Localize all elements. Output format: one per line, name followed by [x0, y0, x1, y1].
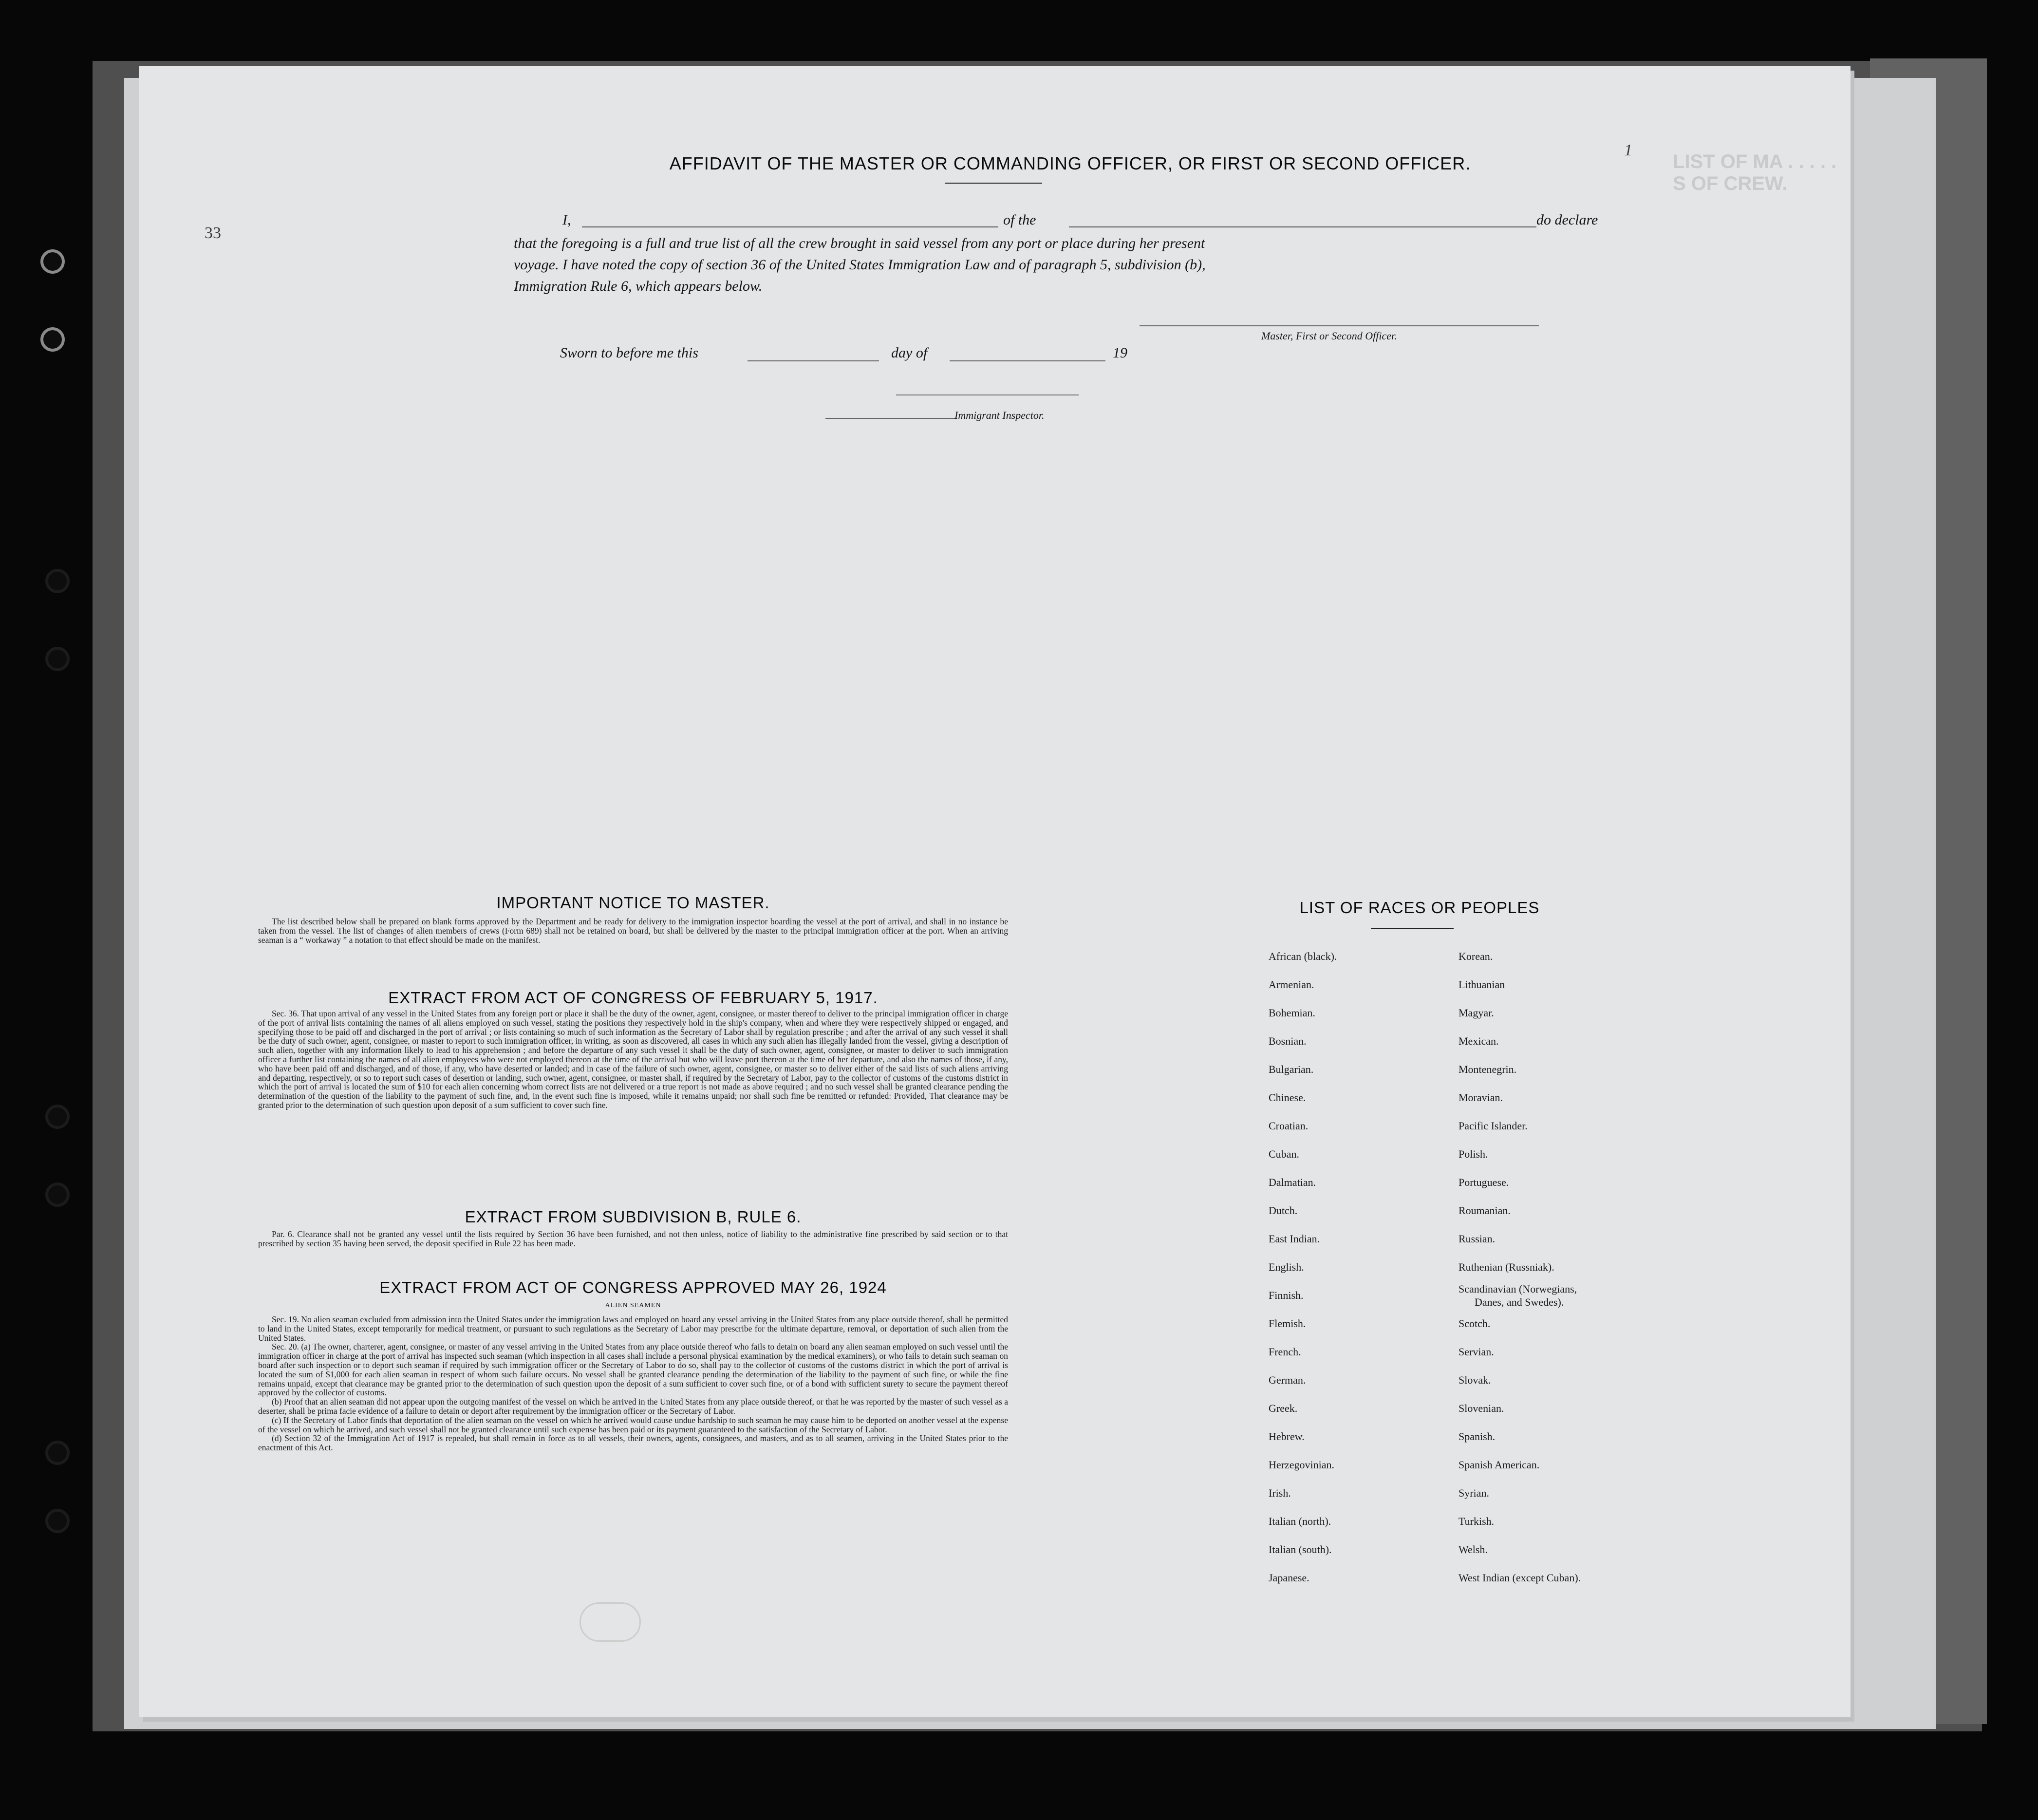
sworn-before: Sworn to before me this	[560, 345, 698, 361]
race-item: Dutch.	[1269, 1204, 1298, 1217]
notice-heading: IMPORTANT NOTICE TO MASTER.	[496, 894, 770, 912]
race-item: East Indian.	[1269, 1233, 1320, 1245]
margin-mark-right: 1	[1624, 141, 1632, 159]
signature-label: Master, First or Second Officer.	[1261, 330, 1397, 342]
race-item: Ruthenian (Russniak).	[1458, 1261, 1554, 1273]
race-item: Roumanian.	[1458, 1204, 1511, 1217]
extract-1924-paragraph: Sec. 20. (a) The owner, charterer, agent, consignee, or master of any vessel arriving in the United States from any place outside thereof who fails to detain on board any alien seaman employed on such vessel until the immigration officer in charge at the port of arrival has inspected such seaman (which inspection in all cases shall include a personal physical examination by the medical examiners), or who fails to detain such seaman on board after such inspection or to deport such seaman if required by such immigration officer or the Secretary of Labor to do so, shall pay to the collector of customs of the customs district in which the port of arrival is located the sum of $1,000 for each alien seaman in respect of whom such failure occurs. No vessel shall be granted clearance pending the determination of the liability to the payment of such fine, or while the fine remains unpaid, except that clearance may be granted prior to the determination of such question upon the deposit of a sum sufficient to cover such fine, or of a bond with sufficient surety to secure the payment thereof approved by the collector of customs.	[258, 1342, 1008, 1398]
race-item: Scotch.	[1458, 1317, 1491, 1330]
binder-hole	[45, 569, 70, 593]
margin-mark-left: 33	[205, 224, 221, 242]
extract-1924-paragraph: (b) Proof that an alien seaman did not appear upon the outgoing manifest of the vessel on which he arrived in the United States from any place outside thereof, or that he was reported by the master of such vessel as a deserter, shall be prima facie evidence of a failure to detain or deport after requirement by the immigration officer or the Secretary of Labor.	[258, 1397, 1008, 1416]
race-item: Montenegrin.	[1458, 1063, 1517, 1075]
race-item: Italian (south).	[1269, 1543, 1332, 1556]
race-item: Bosnian.	[1269, 1035, 1307, 1047]
document-page	[139, 66, 1851, 1717]
races-underline	[1371, 928, 1454, 929]
race-item: Moravian.	[1458, 1091, 1503, 1104]
binder-hole	[45, 1105, 70, 1129]
extract-1924-body	[258, 1315, 1008, 1452]
race-item: Slovenian.	[1458, 1402, 1504, 1414]
affidavit-title: AFFIDAVIT OF THE MASTER OR COMMANDING OFFICER, OR FIRST OR SECOND OFFICER.	[669, 153, 1471, 173]
month-blank-line	[950, 360, 1105, 361]
title-underline	[945, 183, 1042, 184]
binder-hole	[40, 327, 65, 352]
binder-hole	[45, 647, 70, 671]
name-blank-line	[582, 226, 998, 227]
race-item: German.	[1269, 1374, 1306, 1386]
extract-1924-paragraph: Sec. 19. No alien seaman excluded from admission into the United States under the immigration laws and employed on board any vessel arriving in the United States from any place outside thereof, shall be permitted to land in the United States, except temporarily for medical treatment, or pursuant to such regulations as the Secretary of Labor may prescribe for the ultimate departure, removal, or deportation of such alien from the United States.	[258, 1314, 1008, 1343]
race-item: Herzegovinian.	[1269, 1459, 1334, 1471]
affidavit-i: I,	[562, 212, 571, 228]
races-heading: LIST OF RACES OR PEOPLES	[1299, 899, 1540, 917]
race-item: Servian.	[1458, 1346, 1494, 1358]
race-item: Dalmatian.	[1269, 1176, 1316, 1188]
race-item: Turkish.	[1458, 1515, 1495, 1527]
race-item: Mexican.	[1458, 1035, 1499, 1047]
race-item: Korean.	[1458, 950, 1493, 962]
inspector-label: Immigrant Inspector.	[954, 409, 1045, 421]
extract-1924-subheading: ALIEN SEAMEN	[605, 1302, 661, 1309]
race-item: Lithuanian	[1458, 978, 1505, 991]
race-item: Syrian.	[1458, 1487, 1489, 1499]
race-item: Croatian.	[1269, 1120, 1309, 1132]
extract-1917-text: Sec. 36. That upon arrival of any vessel in the United States from any foreign port or place it shall be the duty of the owner, agent, consignee, or master thereof to deliver to the principal immigration officer in charge of the port of arrival lists containing the names of all aliens employed on such vessel, stating the positions they respectively hold in the ship's company, when and where they were respectively shipped or engaged, and specifying those to be paid off and discharged in the port of arrival ; or lists containing so much of such information as the Secretary of Labor shall by regulation prescribe ; and after the arrival of any such vessel it shall be the duty of such owner, agent, consignee, or master to report to such immigration officer, in writing, as soon as discovered, all cases in which any such alien has illegally landed from the vessel, giving a description of such alien, together with any information likely to lead to his apprehension ; and before the departure of any such vessel it shall be the duty of such owner, agent, consignee, or master to deliver to such immigration officer a further list containing the names of all alien employees who were not employed thereon at the time of the arrival but who will leave port thereon at the time of her departure, and also the names of those, if any, who have been paid off and discharged, and of those, if any, who have deserted or landed; and in case of the failure of such owner, agent, consignee, or master so to deliver either of the said lists of such aliens arriving and departing, respectively, or so to report such cases of desertion or landing, such owner, agent, consignee, or master shall, if required by the Secretary of Labor, pay to the collector of customs of the customs district in which the port of arrival is located the sum of $10 for each alien concerning whom correct lists are not delivered or a true report is not made as above required ; and no such vessel shall be granted clearance pending the determination of the question of the liability to the payment of such fine, and, in the event such fine is imposed, while it remains unpaid; nor shall such fine be remitted or refunded: Provided, That clearance may be granted prior to the determination of such question upon deposit of a sum sufficient to cover such fine.	[258, 1009, 1008, 1110]
race-item: Welsh.	[1458, 1543, 1488, 1556]
binder-hole	[45, 1182, 70, 1207]
race-item: Spanish American.	[1458, 1459, 1540, 1471]
race-item: Slovak.	[1458, 1374, 1491, 1386]
race-item: Portuguese.	[1458, 1176, 1509, 1188]
extract-1924-heading: EXTRACT FROM ACT OF CONGRESS APPROVED MAY 26, 1924	[379, 1278, 887, 1296]
race-item: Polish.	[1458, 1148, 1488, 1160]
race-item: Pacific Islander.	[1458, 1120, 1528, 1132]
race-item: Flemish.	[1269, 1317, 1306, 1330]
day-of: day of	[891, 345, 928, 361]
race-item: Greek.	[1269, 1402, 1298, 1414]
race-item: French.	[1269, 1346, 1301, 1358]
year-prefix: 19	[1113, 345, 1127, 361]
binder-hole	[45, 1509, 70, 1533]
race-item: African (black).	[1269, 950, 1337, 962]
bleed-through-text: LIST OF MA . . . . . S OF CREW.	[1673, 151, 1837, 194]
affidavit-line-3: voyage. I have noted the copy of section 36 of the United States Immigration Law and of paragraph 5, subdivision (b),	[514, 257, 1206, 273]
extract-1917-body	[258, 1009, 1008, 1110]
race-item: Hebrew.	[1269, 1430, 1305, 1443]
extract-1924-paragraph: (c) If the Secretary of Labor finds that deportation of the alien seaman on the vessel on which he arrived would cause undue hardship to such seaman he may cause him to be deported on another vessel at the expense of the vessel on which he arrived, and such vessel shall not be granted clearance until such expense has been paid or its payment guaranteed to the satisfaction of the Secretary of Labor.	[258, 1415, 1008, 1434]
affidavit-of-the: of the	[1003, 212, 1036, 228]
notice-body	[258, 917, 1008, 944]
faint-stamp	[580, 1602, 641, 1642]
extract-rule6-heading: EXTRACT FROM SUBDIVISION B, RULE 6.	[465, 1208, 802, 1226]
binder-hole	[40, 249, 65, 274]
affidavit-declare: do declare	[1536, 212, 1598, 228]
race-item: Japanese.	[1269, 1572, 1309, 1584]
vessel-blank-line	[1069, 226, 1536, 227]
race-item: Russian.	[1458, 1233, 1496, 1245]
race-item: Finnish.	[1269, 1289, 1304, 1301]
extract-1924-paragraph: (d) Section 32 of the Immigration Act of 1917 is repealed, but shall remain in force as to all vessels, their owners, agents, consignees, and masters, and as to all seamen, arriving in the United States prior to the enactment of this Act.	[258, 1433, 1008, 1453]
race-item: Chinese.	[1269, 1091, 1306, 1104]
race-item: Cuban.	[1269, 1148, 1299, 1160]
race-item: Irish.	[1269, 1487, 1291, 1499]
races-left-column	[1269, 942, 1473, 1592]
binder-hole	[45, 1441, 70, 1465]
race-item: Armenian.	[1269, 978, 1314, 991]
notice-text: The list described below shall be prepared on blank forms approved by the Department and be ready for delivery to the immigration inspector boarding the vessel at the port of arrival, and shall in no instance be taken from the vessel. The list of changes of alien members of crews (Form 689) shall not be retained on board, but shall be delivered by the master to the principal immigration officer at the port. When an arriving seaman is a “ workaway ” a notation to that effect should be made on the manifest.	[258, 917, 1008, 945]
races-right-column	[1458, 942, 1799, 1592]
inspector-upper-line	[896, 394, 1079, 395]
race-item: Italian (north).	[1269, 1515, 1331, 1527]
extract-rule6-text: Par. 6. Clearance shall not be granted any vessel until the lists required by Section 36 have been furnished, and not then unless, notice of liability to the administrative fine prescribed by said section or to that prescribed by section 35 having been served, the deposit specified in Rule 22 has been made.	[258, 1229, 1008, 1248]
signature-line	[1140, 325, 1539, 326]
race-item: Spanish.	[1458, 1430, 1496, 1443]
race-item: West Indian (except Cuban).	[1458, 1572, 1581, 1584]
inspector-signature-line	[825, 418, 957, 419]
race-item: Bohemian.	[1269, 1007, 1315, 1019]
extract-rule6-body	[258, 1230, 1008, 1248]
affidavit-line-2: that the foregoing is a full and true list of all the crew brought in said vessel from any port or place during her present	[514, 235, 1205, 251]
day-blank-line	[748, 360, 879, 361]
race-item: Scandinavian (Norwegians, Danes, and Swedes).	[1458, 1283, 1577, 1308]
affidavit-line-4: Immigration Rule 6, which appears below.	[514, 278, 763, 294]
race-item: Bulgarian.	[1269, 1063, 1314, 1075]
race-item: Magyar.	[1458, 1007, 1494, 1019]
extract-1917-heading: EXTRACT FROM ACT OF CONGRESS OF FEBRUARY 5, 1917.	[388, 989, 878, 1007]
race-item: English.	[1269, 1261, 1304, 1273]
